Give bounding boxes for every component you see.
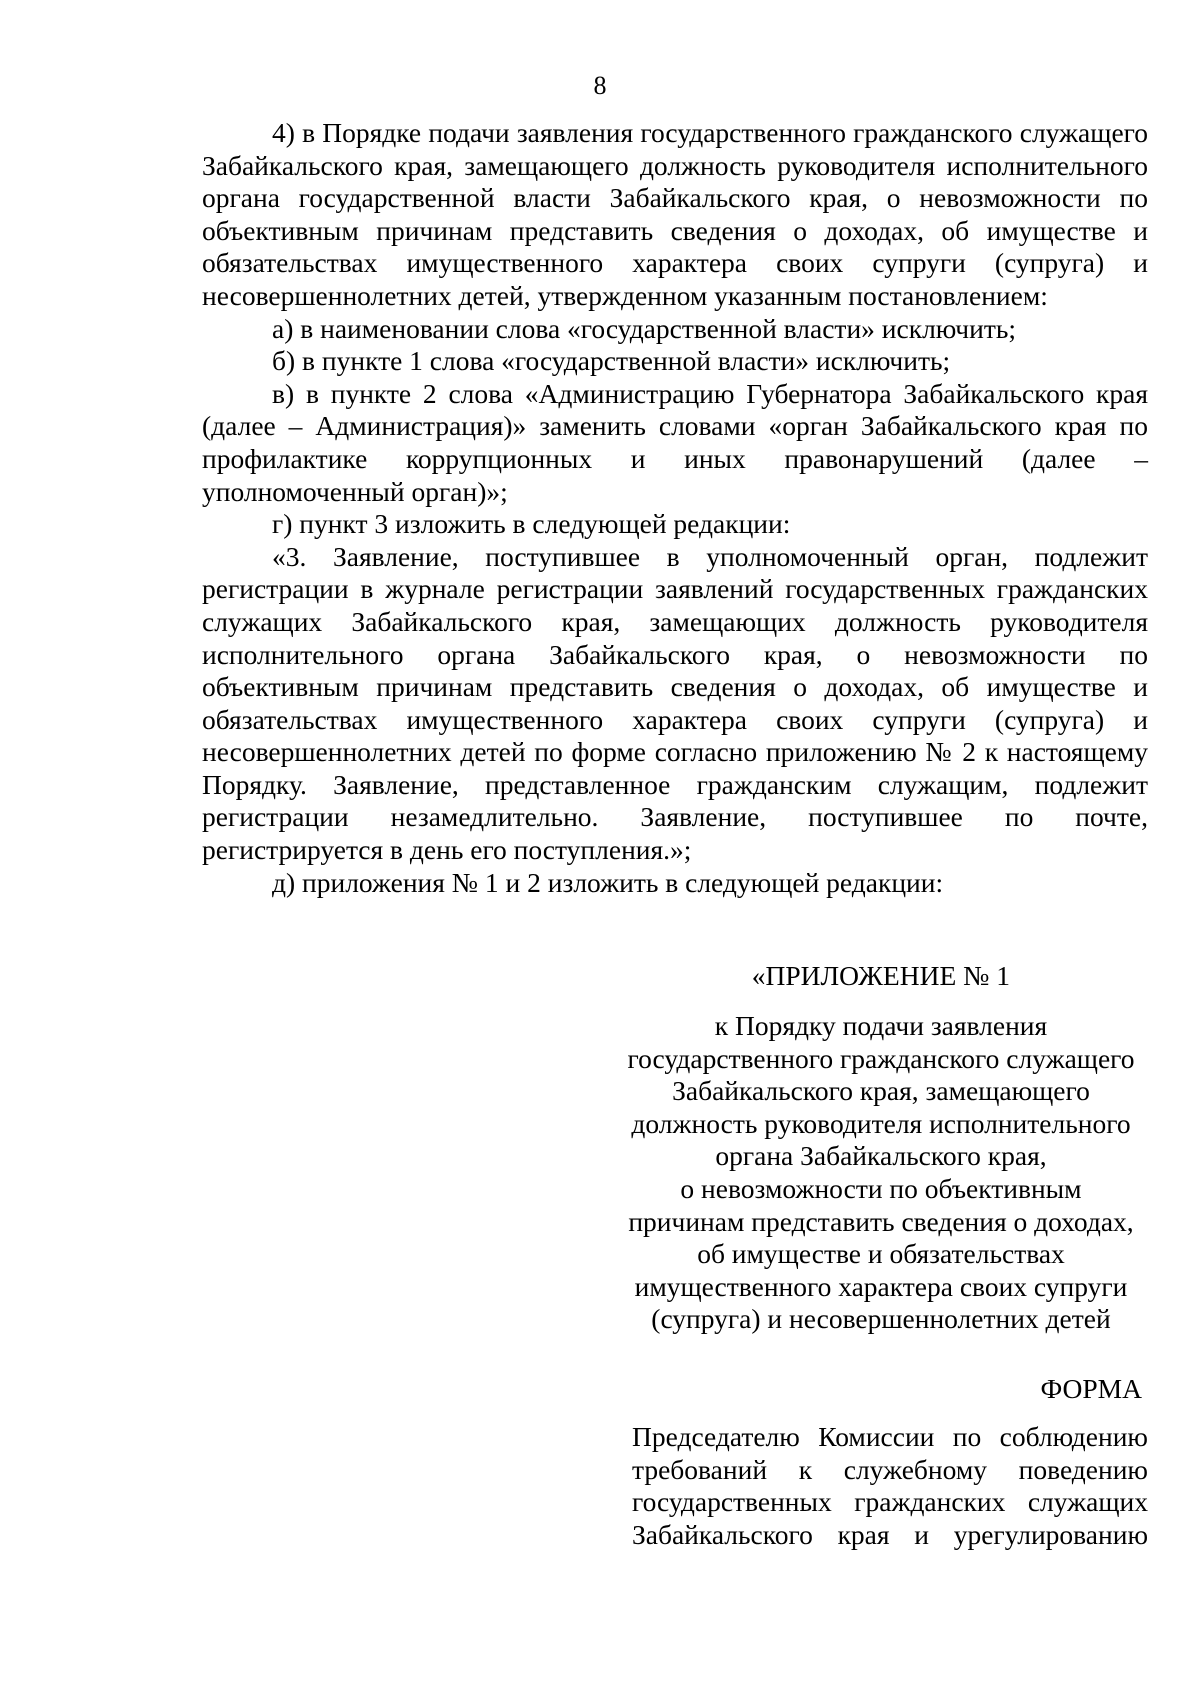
- addressee-word: Забайкальского: [632, 1518, 813, 1550]
- addressee-word: требований: [632, 1453, 768, 1485]
- addressee-line: [632, 1421, 1148, 1454]
- appendix-subtitle-line: (супруга) и несовершеннолетних детей: [651, 1303, 1111, 1335]
- appendix-subtitle-line: о невозможности по объективным: [680, 1172, 1082, 1204]
- addressee-word: по: [952, 1421, 982, 1452]
- addressee-word: государственных: [632, 1486, 832, 1518]
- addressee-word: служебному: [843, 1453, 987, 1485]
- appendix-subtitle-line: государственного гражданского служащего: [627, 1042, 1135, 1074]
- appendix-subtitle-line: органа Забайкальского края,: [715, 1140, 1047, 1172]
- paragraph-subitem-a: а) в наименовании слова «государственной власти» исключить;: [272, 312, 1017, 344]
- addressee-block: [632, 1421, 1148, 1551]
- appendix-title: «ПРИЛОЖЕНИЕ № 1: [751, 960, 1010, 991]
- paragraph-item-4: 4) в Порядке подачи заявления государственного гражданского служащего Забайкальского края, замещающего должность руководителя исполнительного органа государственной власти Забайкальского края, о невозможности по объективным причинам представить сведения о доходах, об имуществе и обязательствах имущественного характера своих супруги (супруга) и несовершеннолетних детей, утвержденном указанным постановлением:: [202, 117, 1148, 311]
- page-number: 8: [593, 71, 607, 100]
- appendix-subtitle-line: к Порядку подачи заявления: [714, 1010, 1048, 1041]
- addressee-word: Председателю: [632, 1421, 800, 1452]
- paragraph-subitem-v: в) в пункте 2 слова «Администрацию Губернатора Забайкальского края (далее – Администрация)» заменить словами «орган Забайкальского края по профилактике коррупционных и иных правонарушений (далее – уполномоченный орган)»;: [202, 377, 1148, 507]
- addressee-word: и: [914, 1518, 929, 1550]
- addressee-line: [632, 1486, 1148, 1519]
- addressee-word: гражданских: [854, 1486, 1006, 1518]
- appendix-subtitle-line: причинам представить сведения о доходах,: [628, 1205, 1134, 1237]
- addressee-word: служащих: [1027, 1486, 1148, 1518]
- paragraph-subitem-d: д) приложения № 1 и 2 изложить в следующей редакции:: [272, 866, 944, 898]
- document-body: [202, 117, 1148, 899]
- paragraph-point-3-text: «3. Заявление, поступившее в уполномоченный орган, подлежит регистрации в журнале регистрации заявлений государственных гражданских служащих Забайкальского края, замещающих должность руководителя исполнительного органа Забайкальского края, о невозможности по объективным причинам представить сведения о доходах, об имуществе и обязательствах имущественного характера своих супруги (супруга) и несовершеннолетних детей по форме согласно приложению № 2 к настоящему Порядку. Заявление, представленное гражданским служащим, подлежит регистрации незамедлительно. Заявление, поступившее по почте, регистрируется в день его поступления.»;: [202, 540, 1148, 866]
- addressee-word: урегулированию: [953, 1518, 1148, 1550]
- addressee-line: [632, 1454, 1148, 1487]
- appendix-subtitle-line: Забайкальского края, замещающего: [672, 1075, 1090, 1107]
- addressee-word: поведению: [1018, 1453, 1148, 1485]
- paragraph-subitem-g: г) пункт 3 изложить в следующей редакции:: [272, 508, 791, 540]
- addressee-word: к: [798, 1453, 813, 1485]
- appendix-subtitle: [612, 1010, 1150, 1336]
- form-label: ФОРМА: [1040, 1373, 1142, 1404]
- addressee-word: края: [837, 1518, 890, 1550]
- paragraph-subitem-b: б) в пункте 1 слова «государственной власти» исключить;: [272, 345, 951, 377]
- appendix-subtitle-line: должность руководителя исполнительного: [631, 1107, 1131, 1139]
- addressee-line: [632, 1519, 1148, 1552]
- addressee-word: соблюдению: [999, 1421, 1148, 1452]
- appendix-subtitle-line: об имуществе и обязательствах: [697, 1238, 1065, 1270]
- appendix-subtitle-line: имущественного характера своих супруги: [634, 1270, 1128, 1302]
- addressee-word: Комиссии: [818, 1421, 935, 1452]
